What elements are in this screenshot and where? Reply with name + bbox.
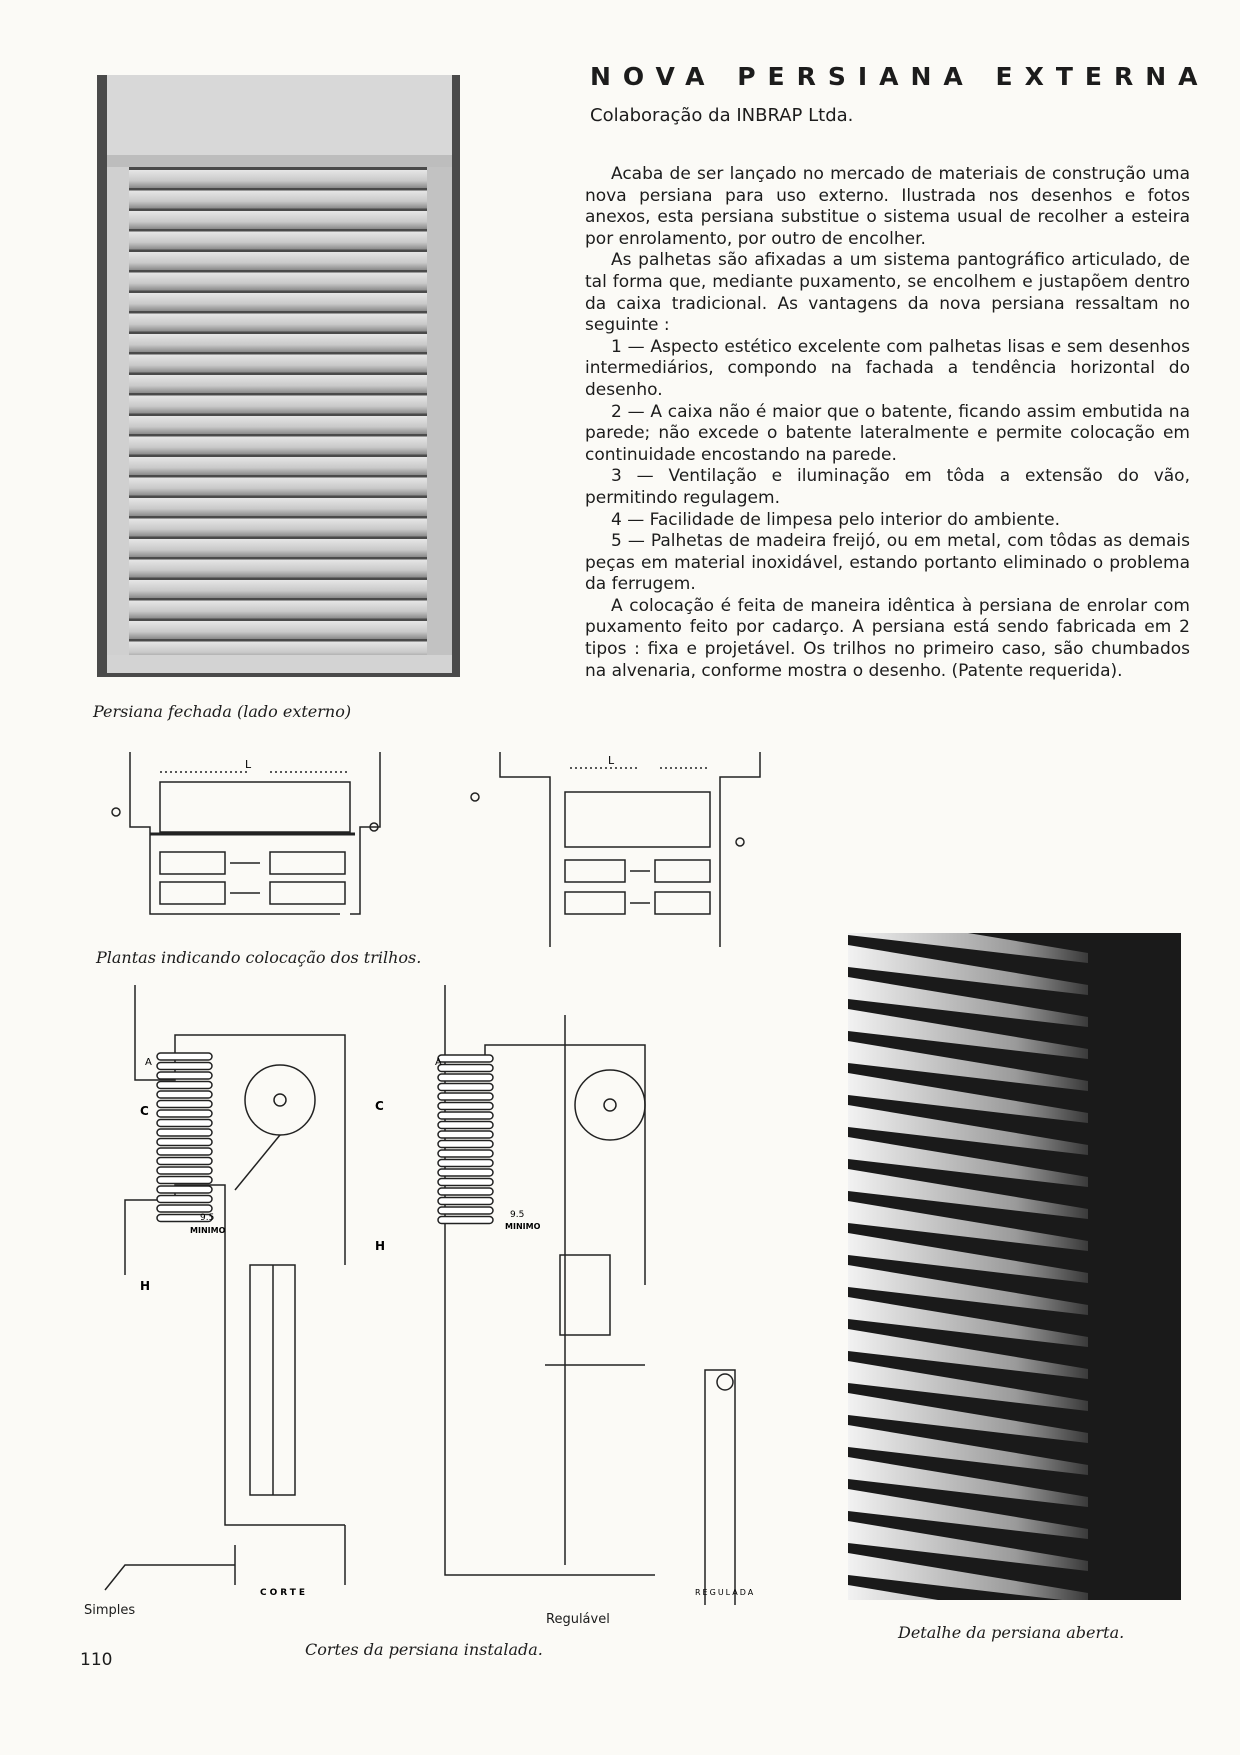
coiled-slat	[157, 1082, 212, 1089]
shutter-slat	[129, 519, 427, 537]
label-A: A	[435, 1057, 442, 1068]
shutter-slat	[129, 478, 427, 496]
coiled-slat	[438, 1198, 493, 1205]
coiled-slat	[438, 1055, 493, 1062]
page-number: 110	[80, 1650, 113, 1670]
coiled-slat	[157, 1091, 212, 1098]
shutter-slat	[129, 539, 427, 557]
label-regulada: REGULADA	[695, 1588, 756, 1597]
paragraph: 1 — Aspecto estético excelente com palhetas lisas e sem desenhos intermediários, compondo na fachada a tendência horizontal do desenho.	[585, 336, 1190, 400]
shutter-slat	[129, 580, 427, 598]
label-L: L	[608, 754, 615, 767]
open-shutter-detail-photo	[848, 933, 1181, 1600]
shutter-slat	[129, 314, 427, 332]
label-minimo: MINIMO	[505, 1222, 541, 1231]
caption-detail: Detalhe da persiana aberta.	[898, 1623, 1125, 1642]
coiled-slat	[157, 1158, 212, 1165]
coiled-slat	[438, 1093, 493, 1100]
coiled-slat	[157, 1167, 212, 1174]
label-adjustable: Regulável	[546, 1612, 610, 1627]
article-subtitle: Colaboração da INBRAP Ltda.	[590, 105, 854, 126]
label-H: H	[140, 1279, 151, 1293]
shutter-slat	[129, 252, 427, 270]
coiled-slat	[157, 1148, 212, 1155]
coiled-slat	[157, 1120, 212, 1127]
caption-closed-shutter: Persiana fechada (lado externo)	[93, 702, 352, 721]
shutter-slat	[129, 560, 427, 578]
coiled-slat	[438, 1141, 493, 1148]
coiled-slat	[438, 1103, 493, 1110]
paragraph: 2 — A caixa não é maior que o batente, ficando assim embutida na parede; não excede o batente lateralmente e permite colocação em continuidade encostando na parede.	[585, 401, 1190, 465]
label-L: L	[245, 758, 252, 771]
shutter-slat	[129, 375, 427, 393]
shutter-slat	[129, 396, 427, 414]
coiled-slat	[157, 1101, 212, 1108]
coiled-slat	[157, 1177, 212, 1184]
shutter-slat	[129, 170, 427, 188]
shutter-slat	[129, 191, 427, 209]
coiled-slat	[157, 1129, 212, 1136]
coiled-slat	[438, 1131, 493, 1138]
coiled-slat	[438, 1065, 493, 1072]
shutter-slat	[129, 355, 427, 373]
coiled-slat	[157, 1186, 212, 1193]
shutter-slat	[129, 621, 427, 639]
shutter-slat	[129, 273, 427, 291]
shutter-slat	[129, 457, 427, 475]
paragraph: As palhetas são afixadas a um sistema pantográfico articulado, de tal forma que, mediante puxamento, se encolhem e justapõem dentro da caixa tradicional. As vantagens da nova persiana ressaltam no seguinte :	[585, 250, 1190, 336]
paragraph: 4 — Facilidade de limpesa pelo interior do ambiente.	[611, 509, 1060, 530]
coiled-slat	[157, 1196, 212, 1203]
coiled-slat	[438, 1188, 493, 1195]
label-corte: CORTE	[260, 1588, 309, 1598]
coiled-slat	[438, 1074, 493, 1081]
shutter-slat	[129, 601, 427, 619]
plan-drawings	[100, 742, 780, 952]
shutter-slat	[129, 232, 427, 250]
shutter-slat	[129, 334, 427, 352]
label-A: A	[145, 1057, 152, 1068]
coiled-slat	[438, 1160, 493, 1167]
shutter-slat	[129, 293, 427, 311]
shutter-slat	[129, 416, 427, 434]
paragraph: 5 — Palhetas de madeira freijó, ou em metal, com tôdas as demais peças em material inoxidável, estando portanto eliminado o problema da ferrugem.	[585, 531, 1190, 595]
article-body	[585, 164, 1190, 682]
coiled-slat	[438, 1084, 493, 1091]
coiled-slat	[438, 1217, 493, 1224]
coiled-slat	[157, 1072, 212, 1079]
caption-plans: Plantas indicando colocação dos trilhos.	[96, 948, 422, 967]
shutter-slat	[129, 498, 427, 516]
label-min-dim: 9.5	[510, 1210, 525, 1220]
coiled-slat	[438, 1150, 493, 1157]
coiled-slat	[438, 1207, 493, 1214]
coiled-slat	[157, 1110, 212, 1117]
shutter-slat	[129, 437, 427, 455]
label-minimo: MINIMO	[190, 1226, 226, 1235]
coiled-slat	[157, 1139, 212, 1146]
paragraph: A colocação é feita de maneira idêntica à persiana de enrolar com puxamento feito por cadarço. A persiana está sendo fabricada em 2 tipos : fixa e projetável. Os trilhos no primeiro caso, são chumbados na alvenaria, conforme mostra o desenho. (Patente requerida).	[585, 595, 1190, 681]
label-min-dim: 9.5	[200, 1213, 215, 1223]
article-title: NOVA PERSIANA EXTERNA	[590, 62, 1210, 91]
coiled-slat	[438, 1179, 493, 1186]
coiled-slat	[157, 1063, 212, 1070]
coiled-slat	[438, 1112, 493, 1119]
section-drawings	[85, 985, 785, 1605]
coiled-slat	[438, 1169, 493, 1176]
coiled-slat	[157, 1205, 212, 1212]
closed-shutter-photo	[97, 75, 460, 677]
paragraph: 3 — Ventilação e iluminação em tôda a extensão do vão, permitindo regulagem.	[585, 466, 1190, 508]
label-H: H	[375, 1239, 386, 1253]
label-simple: Simples	[84, 1603, 136, 1618]
coiled-slat	[157, 1053, 212, 1060]
shutter-slat	[129, 211, 427, 229]
label-C: C	[140, 1104, 149, 1118]
caption-sections: Cortes da persiana instalada.	[305, 1640, 543, 1659]
label-C: C	[375, 1099, 384, 1113]
coiled-slat	[438, 1122, 493, 1129]
paragraph: Acaba de ser lançado no mercado de materiais de construção uma nova persiana para uso externo. Ilustrada nos desenhos e fotos anexos, esta persiana substitue o sistema usual de recolher a esteira por enrolamento, por outro de encolher.	[585, 164, 1190, 249]
